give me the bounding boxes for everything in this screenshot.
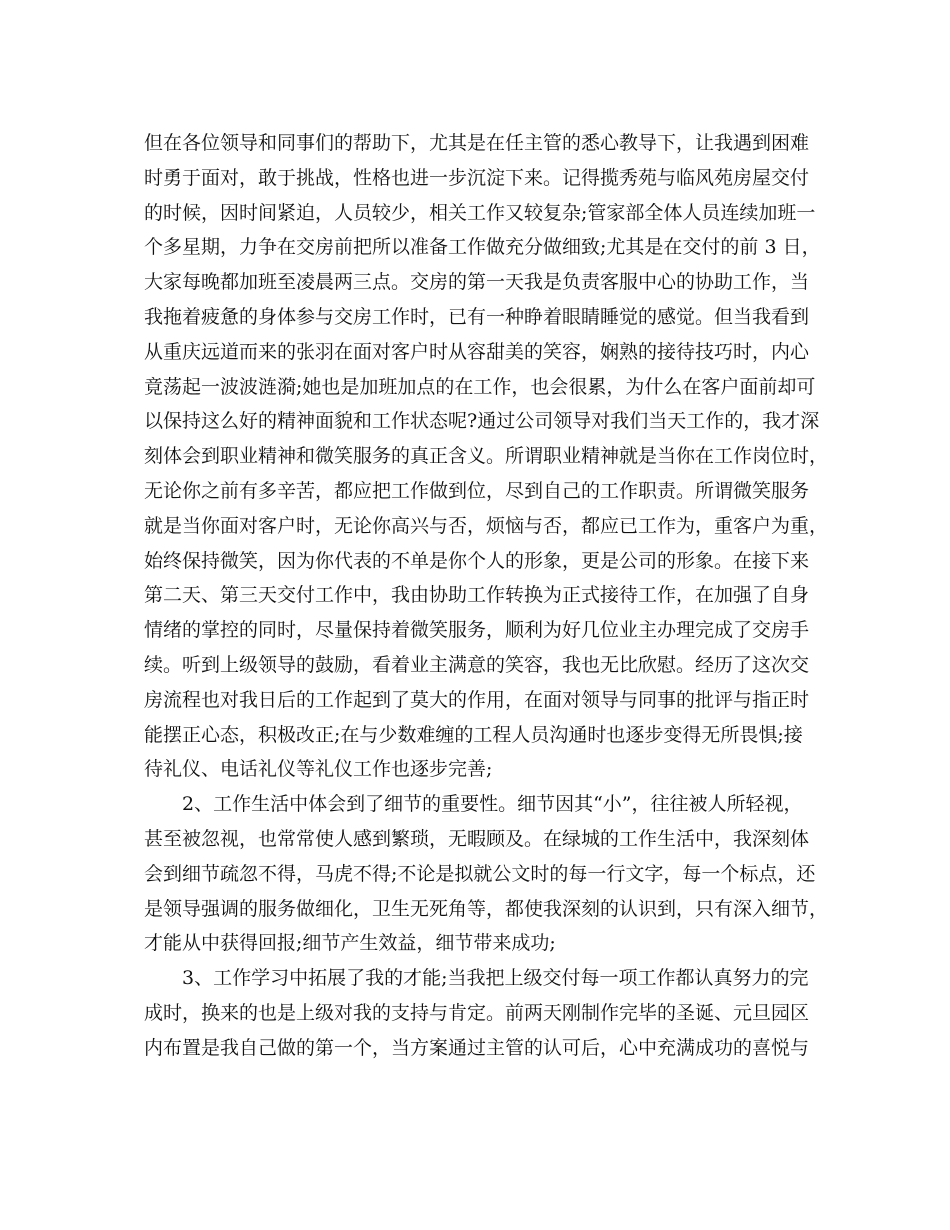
text-line: 无论你之前有多辛苦，都应把工作做到位，尽到自己的工作职责。所谓微笑服务 — [144, 479, 810, 502]
text-line: 续。听到上级领导的鼓励，看着业主满意的笑容，我也无比欣慰。经历了这次交 — [144, 653, 810, 676]
text-line: 从重庆远道而来的张羽在面对客户时从容甜美的笑容，娴熟的接待技巧时，内心 — [144, 340, 810, 363]
text-line: 就是当你面对客户时，无论你高兴与否，烦恼与否，都应已工作为，重客户为重， — [144, 514, 829, 537]
text-line: 会到细节疏忽不得，马虎不得;不论是拟就公文时的每一行文字，每一个标点，还 — [144, 862, 816, 885]
text-line: 刻体会到职业精神和微笑服务的真正含义。所谓职业精神就是当你在工作岗位时， — [144, 445, 829, 468]
text-line: 能摆正心态，积极改正;在与少数难缠的工程人员沟通时也逐步变得无所畏惧;接 — [144, 723, 803, 746]
text-line: 我拖着疲惫的身体参与交房工作时，已有一种睁着眼睛睡觉的感觉。但当我看到 — [144, 305, 810, 328]
text-line: 个多星期，力争在交房前把所以准备工作做充分做细致;尤其是在交付的前 3 日， — [144, 236, 821, 259]
text-line: 内布置是我自己做的第一个，当方案通过主管的认可后，心中充满成功的喜悦与 — [144, 1036, 810, 1059]
text-line: 2、工作生活中体会到了细节的重要性。细节因其“小”，往往被人所轻视， — [144, 793, 803, 816]
text-line: 情绪的掌控的同时，尽量保持着微笑服务，顺利为好几位业主办理完成了交房手 — [144, 619, 810, 642]
text-line: 甚至被忽视，也常常使人感到繁琐，无暇顾及。在绿城的工作生活中，我深刻体 — [144, 827, 810, 850]
text-line: 3、工作学习中拓展了我的才能;当我把上级交付每一项工作都认真努力的完 — [144, 967, 809, 990]
text-line: 但在各位领导和同事们的帮助下，尤其是在任主管的悉心教导下，让我遇到困难 — [144, 132, 810, 154]
text-line: 的时候，因时间紧迫，人员较少，相关工作又较复杂;管家部全体人员连续加班一 — [144, 201, 816, 224]
paragraph-2 — [144, 787, 829, 961]
text-line: 以保持这么好的精神面貌和工作状态呢?通过公司领导对我们当天工作的，我才深 — [144, 410, 820, 433]
text-line: 始终保持微笑，因为你代表的不单是你个人的形象，更是公司的形象。在接下来 — [144, 549, 810, 572]
text-line: 待礼仪、电话礼仪等礼仪工作也逐步完善; — [144, 758, 493, 781]
paragraph-1 — [144, 126, 829, 787]
text-line: 大家每晚都加班至凌晨两三点。交房的第一天我是负责客服中心的协助工作，当 — [144, 271, 810, 294]
text-line: 房流程也对我日后的工作起到了莫大的作用，在面对领导与同事的批评与指正时 — [144, 688, 810, 711]
document-body — [144, 126, 829, 1066]
text-line: 才能从中获得回报;细节产生效益，细节带来成功; — [144, 932, 556, 955]
text-line: 是领导强调的服务做细化，卫生无死角等，都使我深刻的认识到，只有深入细节， — [144, 897, 829, 920]
text-line: 第二天、第三天交付工作中，我由协助工作转换为正式接待工作，在加强了自身 — [144, 584, 810, 607]
text-line: 成时，换来的也是上级对我的支持与肯定。前两天刚制作完毕的圣诞、元旦园区 — [144, 1001, 810, 1024]
text-line: 时勇于面对，敢于挑战，性格也进一步沉淀下来。记得揽秀苑与临风苑房屋交付 — [144, 166, 810, 189]
paragraph-3 — [144, 961, 810, 1065]
text-line: 竟荡起一波波涟漪;她也是加班加点的在工作，也会很累，为什么在客户面前却可 — [144, 375, 816, 398]
